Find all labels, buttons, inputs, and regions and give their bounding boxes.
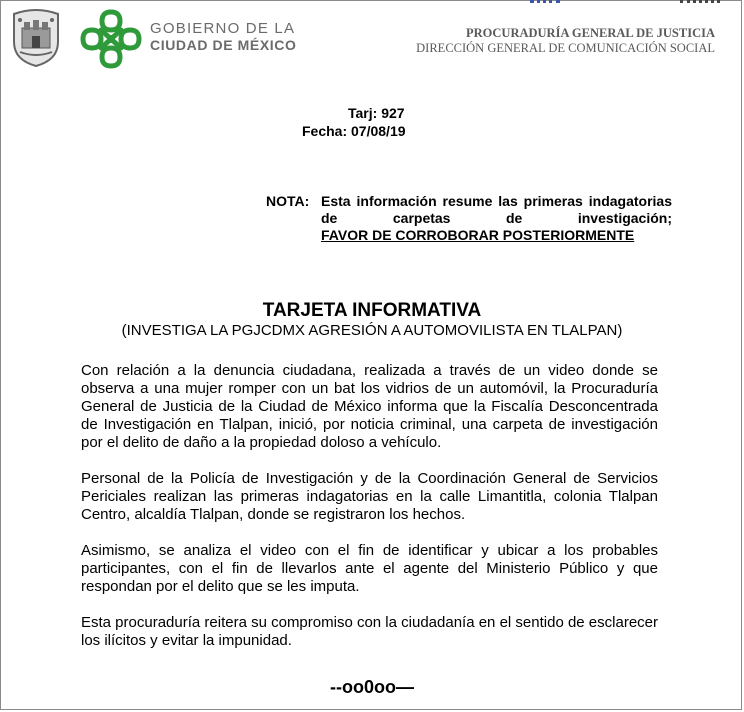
government-line-1: GOBIERNO DE LA (150, 20, 296, 37)
document-date: Fecha: 07/08/19 (302, 123, 406, 139)
note-emphasis: FAVOR DE CORROBORAR POSTERIORMENTE (321, 227, 635, 243)
paragraph: Personal de la Policía de Investigación y de la Coordinación General de Servicios Periciales realizan las primeras indagatorias en la calle Limantitla, colonia Tlalpan Centro, alcaldía Tlalpan, donde se registraron los hechos. (81, 470, 658, 523)
government-name (150, 20, 297, 54)
cdmx-logo-icon (80, 4, 142, 74)
note-text: Esta información resume las primeras indagatorias de carpetas de investigación; (321, 193, 672, 226)
scan-artifact (680, 0, 720, 6)
tarj-number: Tarj: 927 (348, 105, 405, 121)
government-line-2: CIUDAD DE MÉXICO (150, 37, 297, 53)
document-meta (302, 104, 406, 140)
closing-mark: --oo0oo— (330, 677, 414, 697)
agency-line-2: DIRECCIÓN GENERAL DE COMUNICACIÓN SOCIAL (416, 41, 715, 55)
document-body (81, 362, 658, 668)
paragraph: Con relación a la denuncia ciudadana, realizada a través de un video donde se observa a una mujer romper con un bat los vidrios de un automóvil, la Procuraduría General de Justicia de la Ciudad de México informa que la Fiscalía Desconcentrada de Investigación en Tlalpan, inició, por noticia criminal, una carpeta de investigación por el delito de daño a la propiedad doloso a vehículo. (81, 362, 658, 451)
agency-name (416, 26, 715, 56)
coat-of-arms-icon (10, 6, 62, 68)
paragraph: Asimismo, se analiza el video con el fin de identificar y ubicar a los probables participantes, con el fin de llevarlos ante el agente del Ministerio Público y que respondan por el delito que se les imputa. (81, 542, 658, 595)
scan-artifact (530, 0, 560, 6)
note-label: NOTA: (266, 193, 310, 209)
agency-line-1: PROCURADURÍA GENERAL DE JUSTICIA (466, 26, 715, 40)
document-title: TARJETA INFORMATIVA (262, 300, 482, 321)
paragraph: Esta procuraduría reitera su compromiso con la ciudadanía en el sentido de esclarecer los ilícitos y evitar la impunidad. (81, 614, 658, 649)
note-block (266, 193, 672, 244)
document-subtitle: (INVESTIGA LA PGJCDMX AGRESIÓN A AUTOMOVILISTA EN TLALPAN) (121, 322, 623, 339)
